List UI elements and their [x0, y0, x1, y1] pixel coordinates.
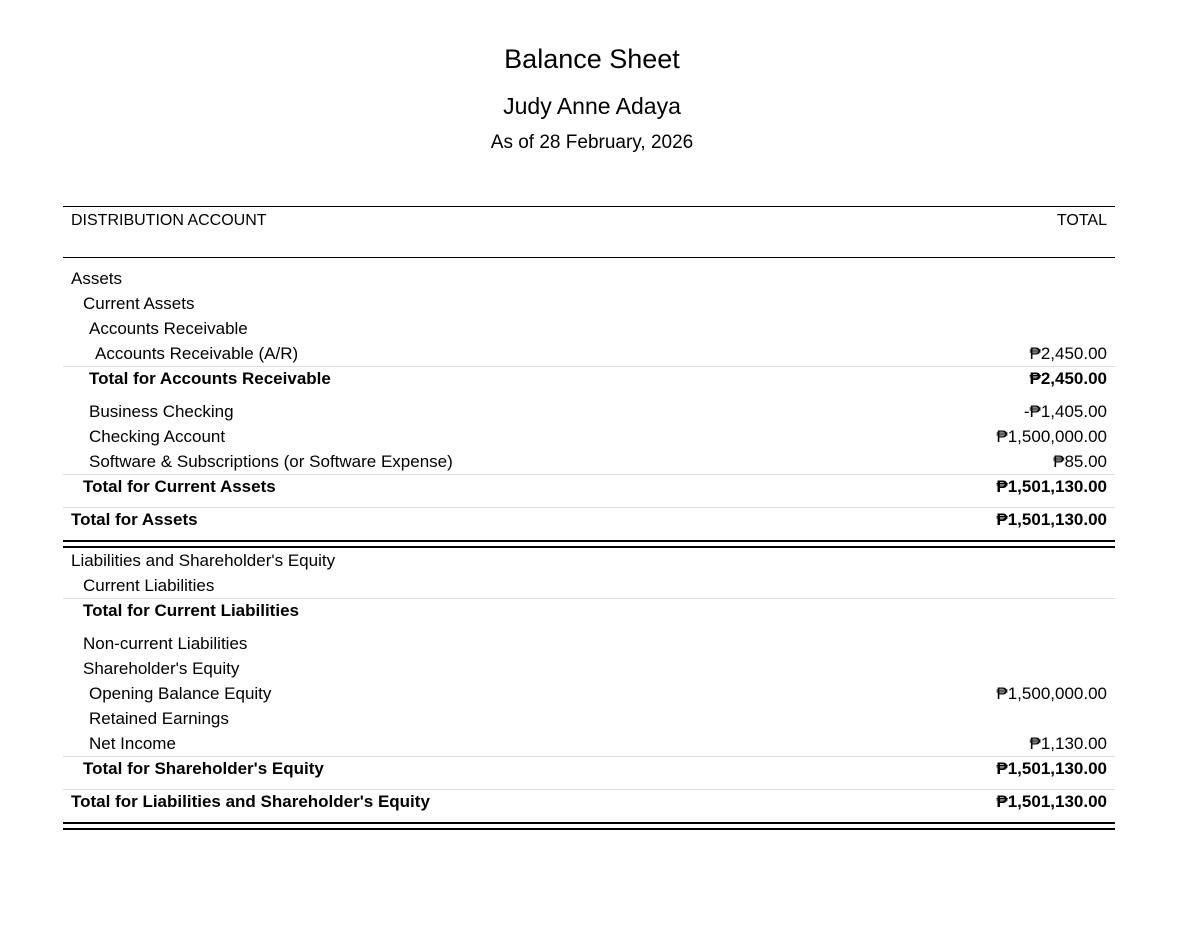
balance-sheet-table — [63, 206, 1115, 830]
row-current-assets[interactable] — [63, 291, 1115, 316]
row-amount[interactable]: ₱1,501,130.00 — [996, 792, 1107, 811]
row-opening-balance-equity[interactable] — [63, 681, 1115, 706]
row-amount[interactable]: ₱2,450.00 — [1029, 344, 1107, 363]
row-label: Liabilities and Shareholder's Equity — [71, 551, 336, 570]
column-header-total[interactable]: TOTAL — [1056, 212, 1107, 229]
report-end-double-rule — [63, 822, 1115, 830]
row-noncurrent-liabilities[interactable] — [63, 631, 1115, 656]
row-label: Assets — [71, 269, 123, 288]
section-double-rule — [63, 540, 1115, 548]
row-label: Total for Current Assets — [83, 477, 276, 496]
row-label: Current Assets — [83, 294, 195, 313]
row-shareholders-equity[interactable] — [63, 656, 1115, 681]
row-label: Total for Assets — [71, 510, 198, 529]
row-total-assets[interactable] — [63, 507, 1115, 532]
row-total-liabilities-equity[interactable] — [63, 789, 1115, 814]
row-label: Total for Accounts Receivable — [89, 369, 331, 388]
row-amount[interactable]: -₱1,405.00 — [1023, 402, 1107, 421]
row-checking-account[interactable] — [63, 424, 1115, 449]
row-assets[interactable] — [63, 266, 1115, 291]
row-current-liabilities[interactable] — [63, 573, 1115, 598]
row-label: Shareholder's Equity — [83, 659, 240, 678]
row-label: Checking Account — [89, 427, 226, 446]
row-total-current-liabilities[interactable] — [63, 598, 1115, 623]
column-header-row — [63, 206, 1115, 258]
row-total-accounts-receivable[interactable] — [63, 366, 1115, 391]
row-total-shareholders-equity[interactable] — [63, 756, 1115, 781]
row-label: Net Income — [89, 734, 176, 753]
row-accounts-receivable-ar[interactable] — [63, 341, 1115, 366]
row-accounts-receivable[interactable] — [63, 316, 1115, 341]
row-label: Current Liabilities — [83, 576, 215, 595]
report-title: Balance Sheet — [504, 44, 680, 74]
row-amount[interactable]: ₱1,500,000.00 — [996, 684, 1107, 703]
row-retained-earnings[interactable] — [63, 706, 1115, 731]
row-label: Total for Liabilities and Shareholder's Equity — [71, 792, 430, 811]
row-label: Business Checking — [89, 402, 234, 421]
row-total-current-assets[interactable] — [63, 474, 1115, 499]
row-amount[interactable]: ₱2,450.00 — [1029, 369, 1107, 388]
row-liabilities-equity[interactable] — [63, 548, 1115, 573]
row-net-income[interactable] — [63, 731, 1115, 756]
row-amount[interactable]: ₱1,501,130.00 — [996, 510, 1107, 529]
row-amount[interactable]: ₱1,501,130.00 — [996, 477, 1107, 496]
row-software-subscriptions[interactable] — [63, 449, 1115, 474]
row-amount[interactable]: ₱1,130.00 — [1029, 734, 1107, 753]
row-amount[interactable]: ₱85.00 — [1053, 452, 1107, 471]
row-label: Retained Earnings — [89, 709, 229, 728]
row-business-checking[interactable] — [63, 399, 1115, 424]
row-label: Software & Subscriptions (or Software Expense) — [89, 452, 453, 471]
row-label: Opening Balance Equity — [89, 684, 272, 703]
row-label: Total for Shareholder's Equity — [83, 759, 324, 778]
row-amount[interactable]: ₱1,501,130.00 — [996, 759, 1107, 778]
row-label: Non-current Liabilities — [83, 634, 248, 653]
column-header-account[interactable]: DISTRIBUTION ACCOUNT — [71, 212, 267, 229]
row-label: Accounts Receivable (A/R) — [95, 344, 299, 363]
row-amount[interactable]: ₱1,500,000.00 — [996, 427, 1107, 446]
row-label: Total for Current Liabilities — [83, 601, 299, 620]
company-name: Judy Anne Adaya — [503, 93, 681, 119]
row-label: Accounts Receivable — [89, 319, 248, 338]
report-date: As of 28 February, 2026 — [490, 132, 694, 153]
